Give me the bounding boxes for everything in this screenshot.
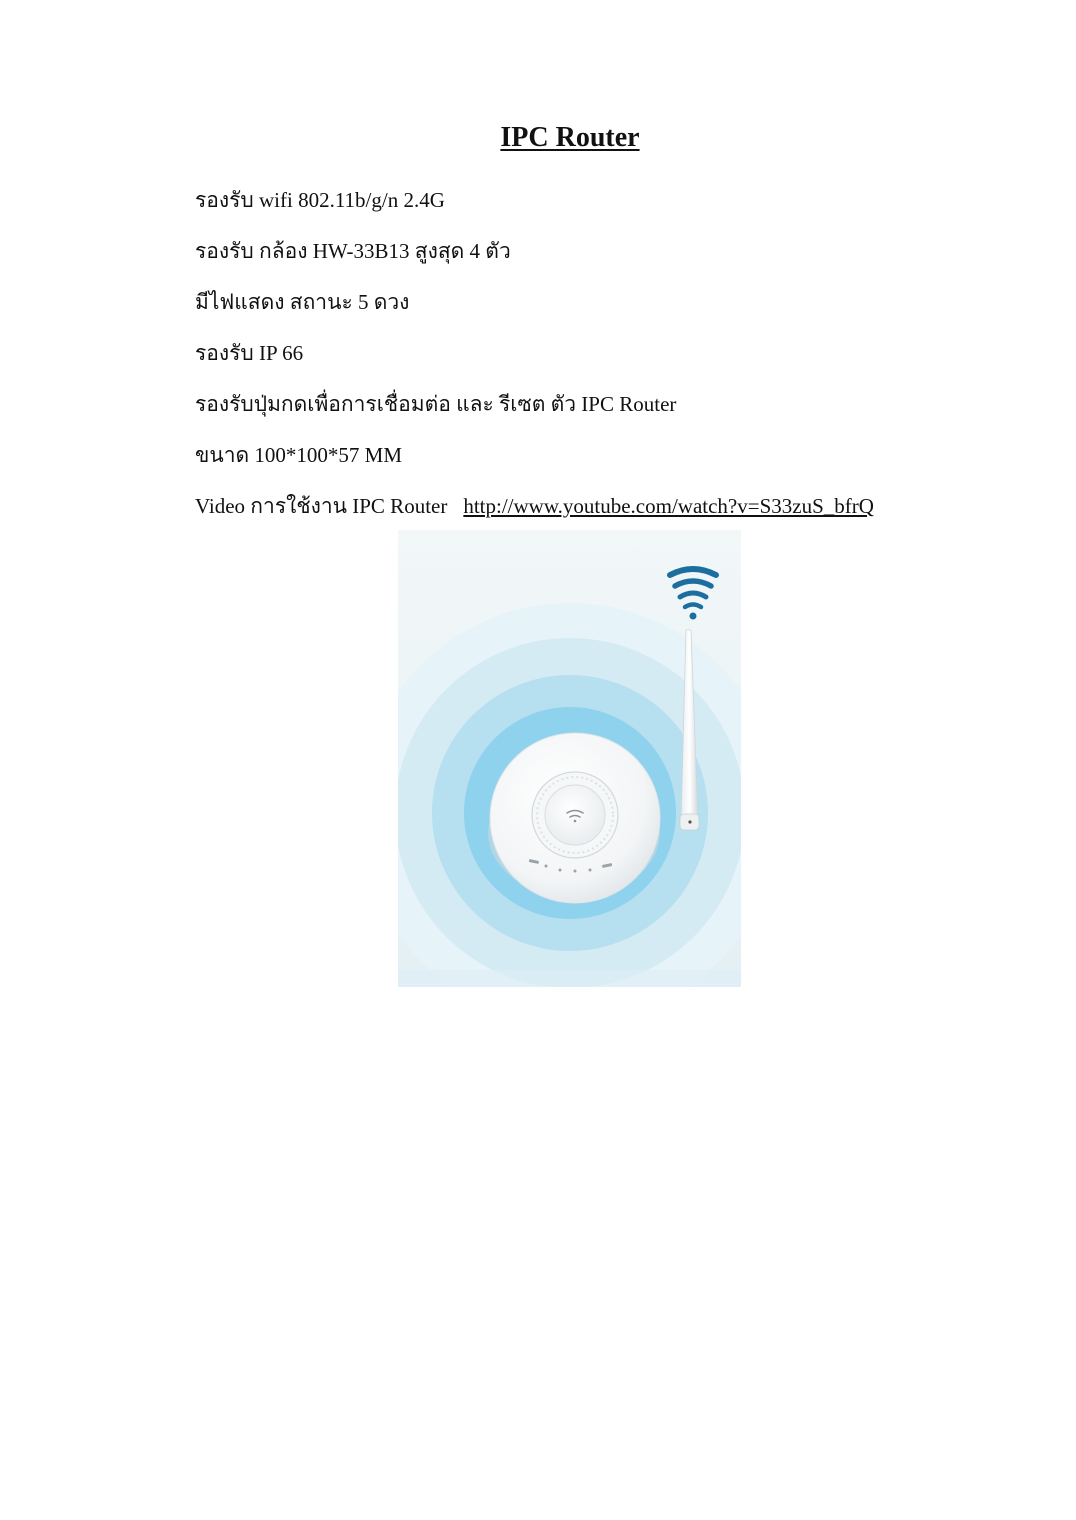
router-product-image: [398, 530, 741, 987]
spec-buttons: รองรับปุ่มกดเพื่อการเชื่อมต่อ และ รีเซต ตัว IPC Router: [195, 392, 677, 416]
spec-ip-rating: รองรับ IP 66: [195, 341, 304, 365]
video-link[interactable]: http://www.youtube.com/watch?v=S33zuS_bfrQ: [463, 494, 874, 518]
spec-wifi: รองรับ wifi 802.11b/g/n 2.4G: [195, 188, 445, 212]
router-body: [488, 733, 660, 903]
video-label: Video การใช้งาน IPC Router: [195, 494, 448, 518]
spec-list: [195, 184, 874, 541]
spec-size: ขนาด 100*100*57 MM: [195, 443, 402, 467]
spec-status-lights: มีไฟแสดง สถานะ 5 ดวง: [195, 290, 410, 314]
router-illustration: [398, 530, 741, 987]
page-title: IPC Router: [500, 122, 640, 153]
spec-camera-support: รองรับ กล้อง HW-33B13 สูงสุด 4 ตัว: [195, 239, 511, 263]
wifi-dot: [690, 613, 697, 620]
